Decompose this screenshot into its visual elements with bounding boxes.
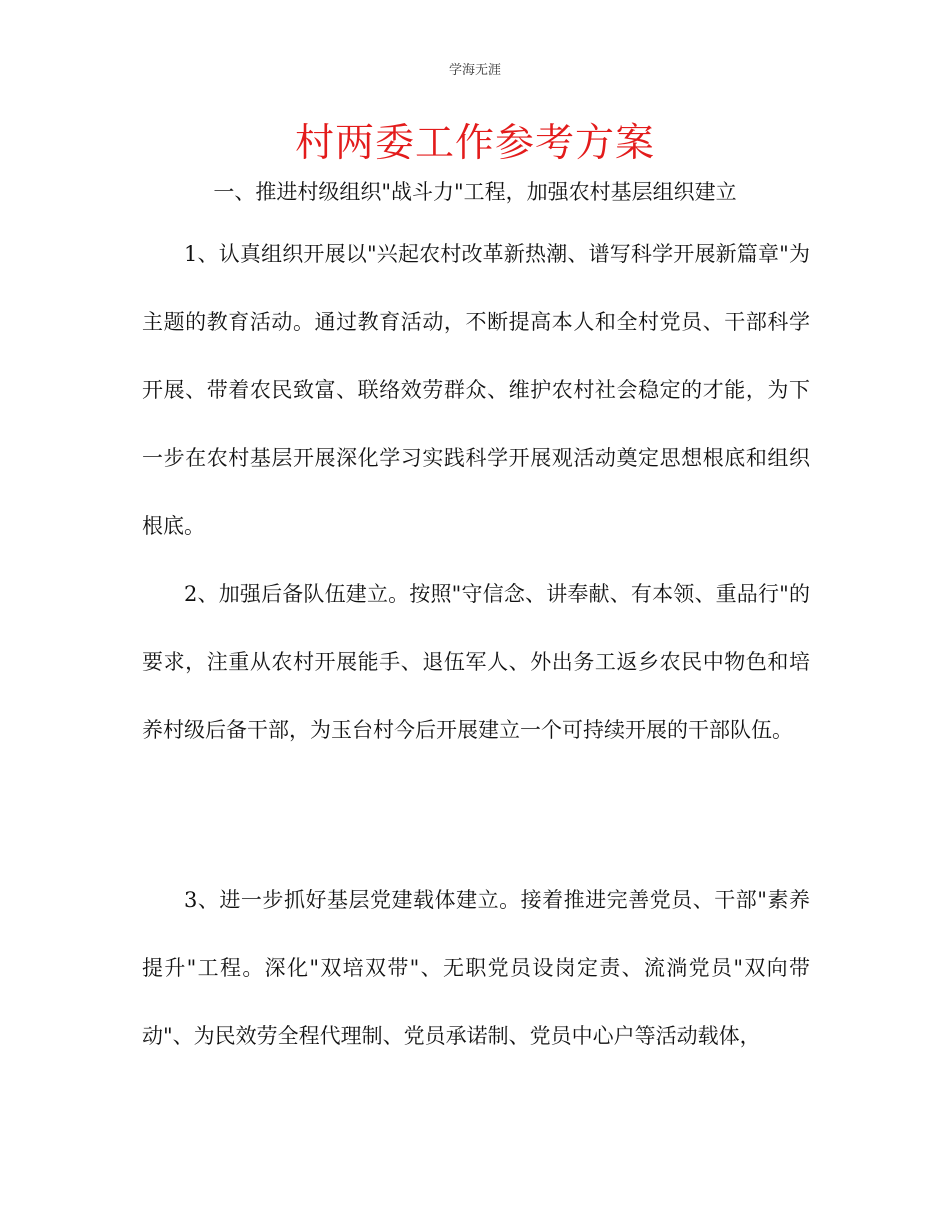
document-title: 村两委工作参考方案	[294, 121, 655, 166]
page-header: 学海无涯	[448, 63, 501, 78]
paragraph-text: 1、认真组织开展以"兴起农村改革新热潮、谱写科学开展新篇章"为主题的教育活动。通过教育活动，不断提高本人和全村党员、干部科学开展、带着农民致富、联络效劳群众、维护农村社会稳定的才能，为下一步在农村基层开展深化学习实践科学开展观活动奠定思想根底和组织根底。	[142, 242, 810, 538]
section-heading: 一、推进村级组织"战斗力"工程，加强农村基层组织建立	[213, 180, 737, 204]
body-paragraph-1	[142, 220, 810, 560]
paragraph-text: 2、加强后备队伍建立。按照"守信念、讲奉献、有本领、重品行"的要求，注重从农村开展能手、退伍军人、外出务工返乡农民中物色和培养村级后备干部，为玉台村今后开展建立一个可持续开展的干部队伍。	[142, 582, 810, 742]
body-paragraph-2	[142, 560, 810, 764]
body-paragraph-3	[142, 866, 810, 1070]
paragraph-text: 3、进一步抓好基层党建载体建立。接着推进完善党员、干部"素养提升"工程。深化"双培双带"、无职党员设岗定责、流淌党员"双向带动"、为民效劳全程代理制、党员承诺制、党员中心户等活动载体，	[142, 888, 810, 1048]
